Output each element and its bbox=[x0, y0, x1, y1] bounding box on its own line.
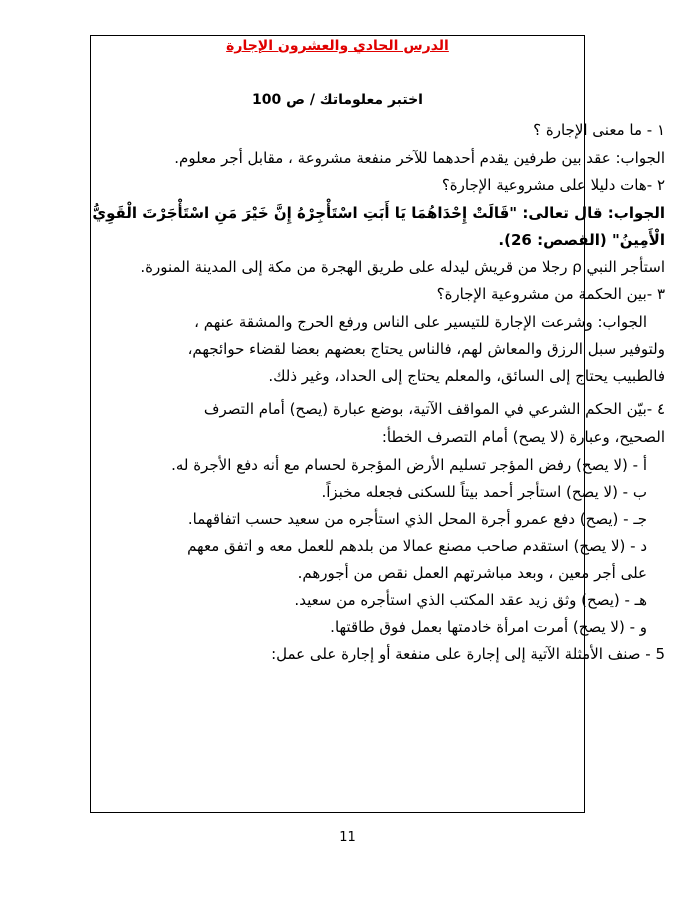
question-2: ٢ -هات دليلا على مشروعية الإجارة؟ bbox=[441, 176, 665, 194]
question-4-item-b: ب - (لا يصح) استأجر أحمد بيتاً للسكنى فجعله مخبزاً. bbox=[321, 483, 647, 501]
question-4-item-d: د - (لا يصح) استقدم صاحب مصنع عمالا من بلدهم للعمل معه و اتفق معهم bbox=[187, 537, 647, 555]
question-1: ١ - ما معنى الإجارة ؟ bbox=[533, 121, 665, 139]
question-4-line-1: ٤ -بيّن الحكم الشرعي في المواقف الآتية، بوضع عبارة (يصح) أمام التصرف bbox=[203, 400, 665, 418]
page-number: 11 bbox=[339, 830, 356, 845]
answer-1: الجواب: عقد بين طرفين يقدم أحدهما للآخر منفعة مشروعة ، مقابل أجر معلوم. bbox=[174, 149, 665, 167]
page-title: الدرس الحادي والعشرون الإجارة bbox=[226, 38, 449, 54]
answer-3-line-1: الجواب: وشرعت الإجارة للتيسير على الناس ورفع الحرج والمشقة عنهم ، bbox=[194, 313, 647, 331]
question-4-line-2: الصحيح، وعبارة (لا يصح) أمام التصرف الخطأ: bbox=[381, 428, 665, 446]
question-4-item-e: هـ - (يصح) وثق زيد عقد المكتب الذي استأجره من سعيد. bbox=[294, 591, 647, 609]
answer-3-line-3: فالطبيب يحتاج إلى السائق، والمعلم يحتاج إلى الحداد، وغير ذلك. bbox=[268, 367, 665, 385]
answer-3-line-2: ولتوفير سبل الرزق والمعاش لهم، فالناس يحتاج بعضهم بعضا لقضاء حوائجهم، bbox=[187, 340, 665, 358]
document-body bbox=[25, 120, 665, 672]
answer-2-verse: الجواب: قال تعالى: "قَالَتْ إِحْدَاهُمَا يَا أَبَتِ اسْتَأْجِرْهُ إِنَّ خَيْرَ مَنِ اسْتَأْجَرْتَ الْقَوِيُّ bbox=[92, 204, 665, 222]
question-3: ٣ -بين الحكمة من مشروعية الإجارة؟ bbox=[436, 285, 665, 303]
answer-2-hadith: استأجر النبي ρ رجلا من قريش ليدله على طريق الهجرة من مكة إلى المدينة المنورة. bbox=[140, 258, 665, 276]
question-5: 5 - صنف الأمثلة الآتية إلى إجارة على منفعة أو إجارة على عمل: bbox=[271, 645, 665, 663]
page-subtitle: اختبر معلوماتك / ص 100 bbox=[252, 92, 423, 108]
question-4-item-c: جـ - (يصح) دفع عمرو أجرة المحل الذي استأجره من سعيد حسب اتفاقهما. bbox=[187, 510, 647, 528]
question-4-item-a: أ - (لا يصح) رفض المؤجر تسليم الأرض المؤجرة لحسام مع أنه دفع الأجرة له. bbox=[171, 456, 647, 474]
question-4-item-d-cont: على أجر معين ، وبعد مباشرتهم العمل نقص من أجورهم. bbox=[297, 564, 647, 582]
question-4-item-f: و - (لا يصح) أمرت امرأة خادمتها بعمل فوق طاقتها. bbox=[330, 618, 647, 636]
answer-2-verse-cont: الْأَمِينُ" (القصص: 26). bbox=[498, 231, 665, 249]
